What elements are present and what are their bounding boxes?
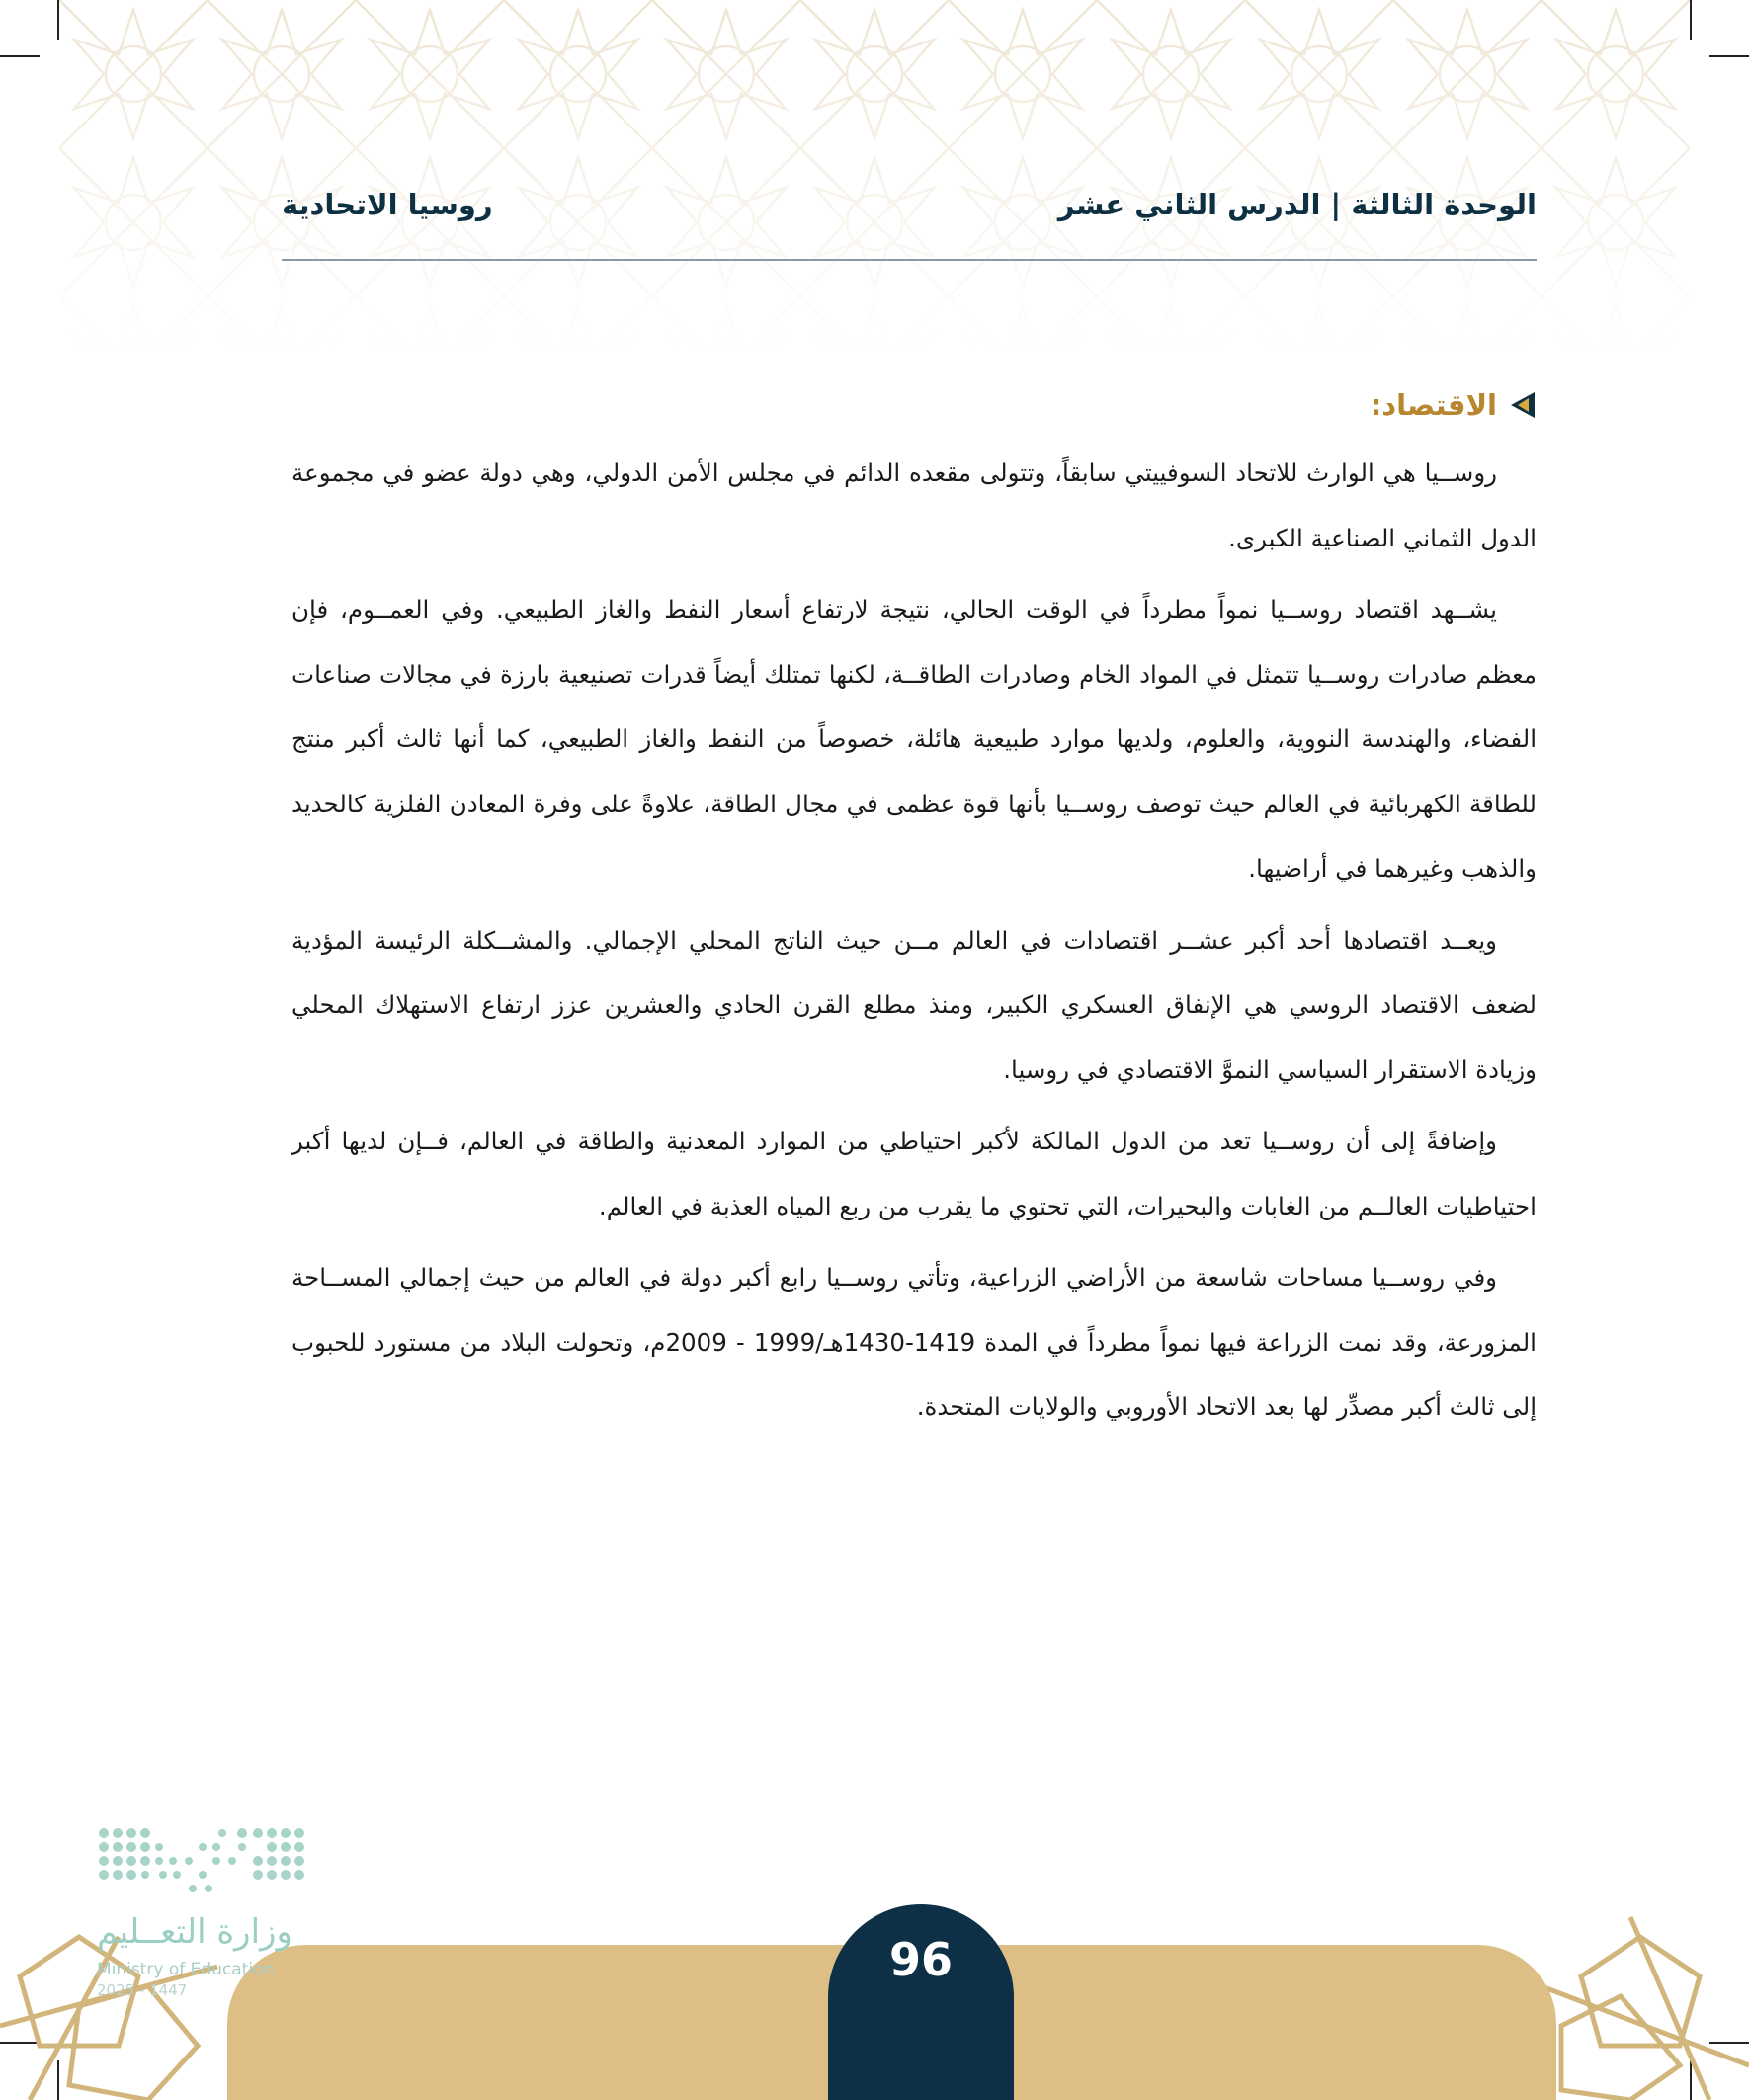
running-head <box>282 188 1537 237</box>
unit-lesson-title: الوحدة الثالثة | الدرس الثاني عشر <box>1057 188 1537 221</box>
body-text <box>292 441 1537 1447</box>
edition-year: 2025 - 1447 <box>97 1981 188 1999</box>
ministry-name-english: Ministry of Education <box>97 1960 275 1979</box>
double-triangle-icon <box>1507 390 1537 420</box>
background-pattern <box>59 0 1690 356</box>
section-heading <box>1371 385 1537 425</box>
header-divider <box>282 259 1537 261</box>
ministry-name-arabic: وزارة التعــليم <box>97 1912 292 1952</box>
paragraph: وفي روســيا مساحات شاسعة من الأراضي الزراعية، وتأتي روســيا رابع أكبر دولة في العالم من حيث إجمالي المســاحة المزورعة، وقد نمت الزراعة فيها نمواً مطرداً في المدة 1419-1430هـ/1999 - 2009م، وتحولت البلاد من مستورد للحبوب إلى ثالث أكبر مصدِّر لها بعد الاتحاد الأوروبي والولايات المتحدة. <box>292 1263 1537 1421</box>
crop-mark <box>0 55 40 57</box>
paragraph: ويعــد اقتصادها أحد أكبر عشــر اقتصادات في العالم مــن حيث الناتج المحلي الإجمالي. والمشــكلة الرئيسة المؤدية لضعف الاقتصاد الروسي هي الإنفاق العسكري الكبير، ومنذ مطلع القرن الحادي والعشرين عزز ارتفاع الاستهلاك المحلي وزيادة الاستقرار السياسي النموَّ الاقتصادي في روسيا. <box>292 925 1537 1084</box>
ministry-logo-icon <box>94 1823 321 1981</box>
paragraph: يشــهد اقتصاد روســيا نمواً مطرداً في الوقت الحالي، نتيجة لارتفاع أسعار النفط والغاز الطبيعي. وفي العمــوم، فإن معظم صادرات روســيا تتمثل في المواد الخام وصادرات الطاقــة، لكنها تمتلك أيضاً قدرات تصنيعية بارزة في مجالات صناعات الفضاء، والهندسة النووية، والعلوم، ولديها موارد طبيعية هائلة، خصوصاً من النفط والغاز الطبيعي، كما أنها ثالث أكبر منتج للطاقة الكهربائية في العالم حيث توصف روســيا بأنها قوة عظمى في مجال الطاقة، علاوةً على وفرة المعادن الفلزية كالحديد والذهب وغيرهما في أراضيها. <box>292 595 1537 882</box>
paragraph: روســيا هي الوارث للاتحاد السوفييتي سابقاً، وتتولى مقعده الدائم في مجلس الأمن الدولي، وهي دولة عضو في مجموعة الدول الثماني الصناعية الكبرى. <box>292 459 1537 552</box>
section-title: الاقتصاد: <box>1370 388 1497 422</box>
topic-title: روسيا الاتحادية <box>282 188 493 221</box>
paragraph: وإضافةً إلى أن روســيا تعد من الدول المالكة لأكبر احتياطي من الموارد المعدنية والطاقة في العالم، فــإن لديها أكبر احتياطيات العالــم من الغابات والبحيرات، التي تحتوي ما يقرب من ربع المياه العذبة في العالم. <box>292 1127 1537 1220</box>
crop-mark <box>57 0 59 40</box>
crop-mark <box>1690 0 1692 40</box>
page-number: 96 <box>888 1933 953 1986</box>
crop-mark <box>1709 55 1749 57</box>
